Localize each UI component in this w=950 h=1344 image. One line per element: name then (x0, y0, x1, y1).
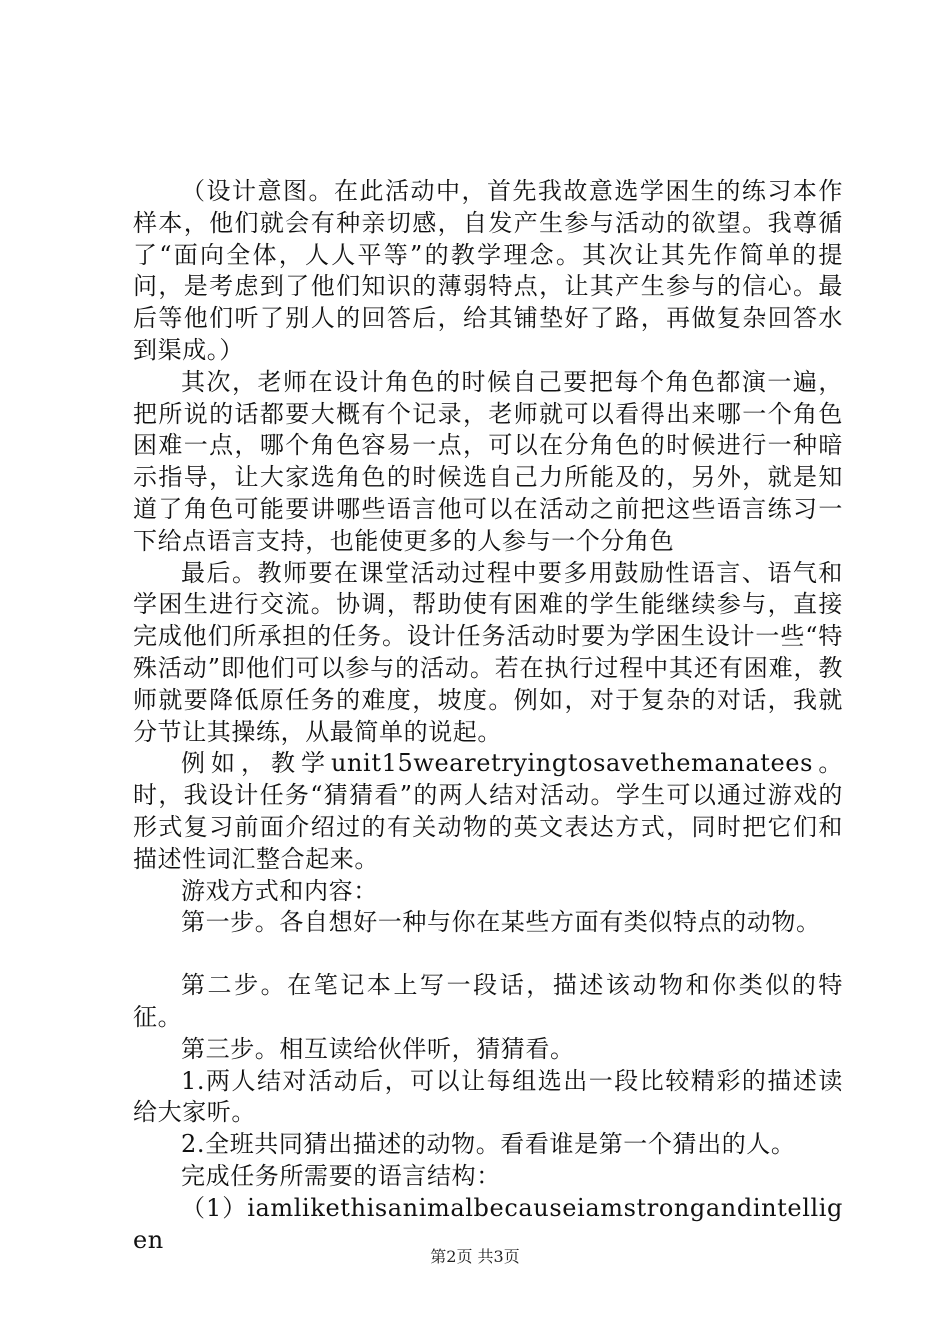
paragraph-item-two: 2.全班共同猜出描述的动物。看看谁是第一个猜出的人。 (181, 1130, 796, 1159)
document-body (133, 176, 843, 1256)
paragraph-encouragement: 最后。教师要在课堂活动过程中要多用鼓励性语言、语气和学困生进行交流。协调，帮助使有困难的学生能继续参与，直接完成他们所承担的任务。设计任务活动时要为学困生设计一些“特殊活动”即他们可以参与的活动。若在执行过程中其还有困难，教师就要降低原任务的难度，坡度。例如，对于复杂的对话，我就分节让其操练，从最简单的说起。 (133, 558, 843, 746)
paragraph-step-three: 第三步。相互读给伙伴听，猜猜看。 (181, 1034, 575, 1063)
paragraph-item-one: 1.两人结对活动后，可以让每组选出一段比较精彩的描述读给大家听。 (133, 1066, 843, 1127)
paragraph-example-unit15: 例如，教学unit15wearetryingtosavethemanatees。时，我设计任务“猜猜看”的两人结对活动。学生可以通过游戏的形式复习前面介绍过的有关动物的英文表达方式，同时把它们和描述性词汇整合起来。 (133, 749, 843, 873)
page-number-footer: 第2页 共3页 (430, 1247, 520, 1266)
paragraph-language-structure: 完成任务所需要的语言结构： (181, 1161, 501, 1190)
paragraph-step-one: 第一步。各自想好一种与你在某些方面有类似特点的动物。 (181, 908, 821, 937)
paragraph-game-method: 游戏方式和内容： (181, 876, 378, 905)
paragraph-structure-one: （1）iamlikethisanimalbecauseiamstrongandintelligen (133, 1193, 843, 1254)
paragraph-design-intent: （设计意图。在此活动中，首先我故意选学困生的练习本作样本，他们就会有种亲切感，自发产生参与活动的欲望。我尊循了“面向全体，人人平等”的教学理念。其次让其先作简单的提问，是考虑到了他们知识的薄弱特点，让其产生参与的信心。最后等他们听了别人的回答后，给其铺垫好了路，再做复杂回答水到渠成。） (133, 177, 843, 364)
paragraph-step-two: 第二步。在笔记本上写一段话，描述该动物和你类似的特征。 (133, 971, 843, 1031)
paragraph-role-design: 其次，老师在设计角色的时候自己要把每个角色都演一遍，把所说的话都要大概有个记录，老师就可以看得出来哪一个角色困难一点，哪个角色容易一点，可以在分角色的时候进行一种暗示指导，让大家选角色的时候选自己力所能及的，另外，就是知道了角色可能要讲哪些语言他可以在活动之前把这些语言练习一下给点语言支持，也能使更多的人参与一个分角色 (133, 367, 843, 555)
